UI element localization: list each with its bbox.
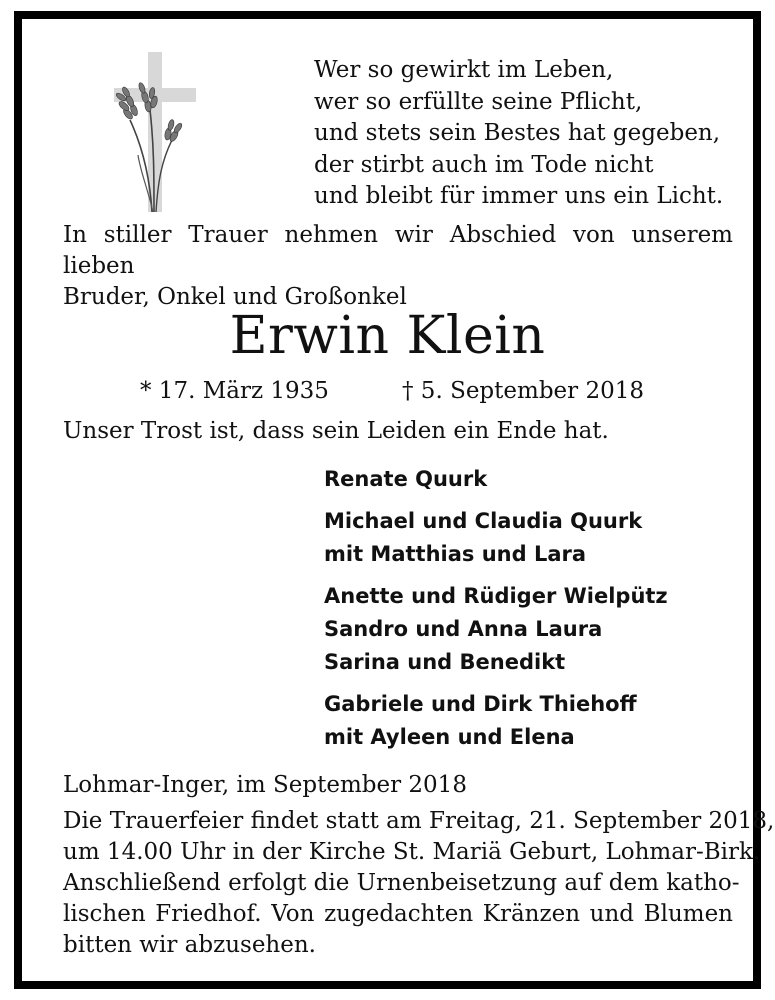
consolation-text: Unser Trost ist, dass sein Leiden ein Ende hat. [63,418,609,444]
poem-line: Wer so gewirkt im Leben, [314,57,614,83]
mourner-name: Michael und Claudia Quurk [324,509,643,533]
funeral-line: Anschließend erfolgt die Urnenbeisetzung auf dem katho- [63,870,740,896]
intro-line: Bruder, Onkel und Großonkel [63,284,407,310]
obituary-notice [14,11,775,989]
poem-line: wer so erfüllte seine Pflicht, [314,88,643,115]
funeral-line: lischen Friedhof. Von zugedachten Kränzen und Blumen [63,901,733,927]
poem [314,55,723,213]
mourner-name: Sarina und Benedikt [324,650,566,674]
intro-text [63,220,733,313]
mourner-name: mit Matthias und Lara [324,542,587,566]
mourner-name: Anette und Rüdiger Wielpütz [324,584,668,608]
funeral-line: um 14.00 Uhr in der Kirche St. Mariä Geburt, Lohmar-Birk. [63,839,761,865]
intro-line: In stiller Trauer nehmen wir Abschied von unserem lieben [63,222,733,279]
mourner-name: Gabriele und Dirk Thiehoff [324,692,637,716]
deceased-name: Erwin Klein [229,306,546,366]
mourner-group [324,580,668,679]
mourner-group [324,463,668,496]
funeral-line: Die Trauerfeier findet statt am Freitag, 21. September 2018, [63,808,775,834]
poem-line: und stets sein Bestes hat gegeben, [314,120,721,146]
place-date: Lohmar-Inger, im September 2018 [63,772,467,798]
birth-date: * 17. März 1935 [140,378,329,404]
funeral-line: bitten wir abzusehen. [63,932,316,958]
mourner-group [324,505,668,571]
death-date: † 5. September 2018 [402,378,644,404]
cross-with-wheat-icon [110,50,200,214]
mourner-name: Renate Quurk [324,467,488,491]
poem-line: der stirbt auch im Tode nicht [314,151,654,178]
mourner-name: mit Ayleen und Elena [324,725,575,749]
poem-line: und bleibt für immer uns ein Licht. [314,183,724,209]
mourner-group [324,688,668,754]
funeral-details [63,806,775,961]
mourner-name: Sandro und Anna Laura [324,617,603,641]
mourners-list [324,463,668,763]
